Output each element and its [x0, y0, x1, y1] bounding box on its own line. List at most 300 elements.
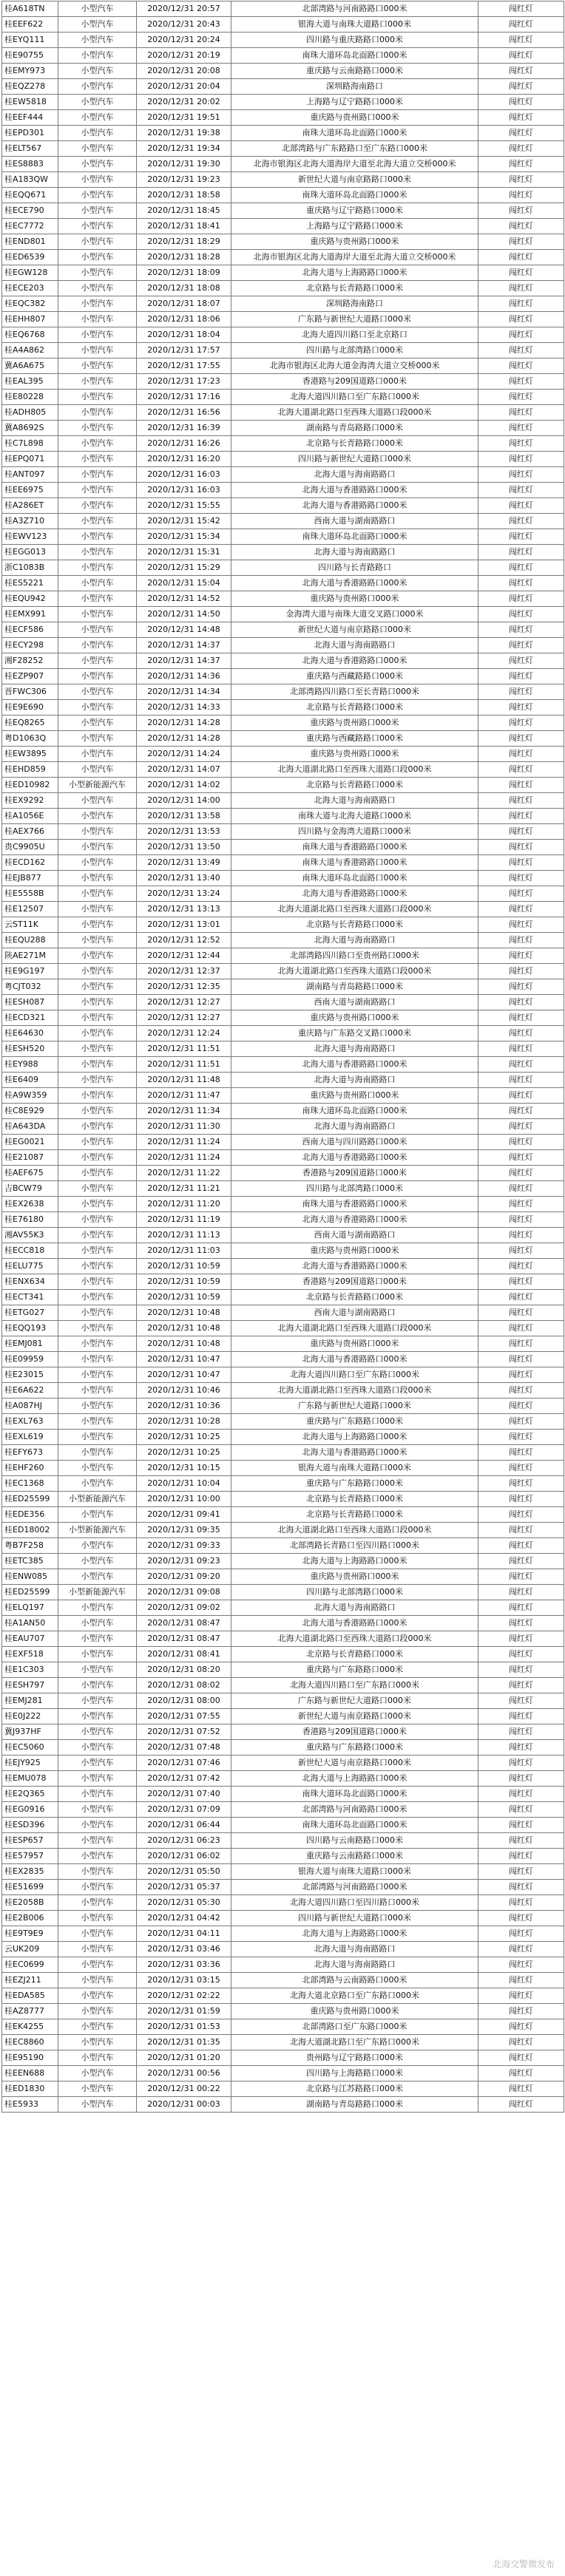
plate-number-cell: 桂E0J222	[2, 1709, 58, 1724]
location-cell: 北海大道湖北路口至西珠大道路口段000米	[231, 902, 478, 917]
violation-cell: 闯红灯	[478, 1104, 564, 1119]
violation-cell: 闯红灯	[478, 716, 564, 731]
location-cell: 重庆路与贵州路口000米	[231, 1088, 478, 1104]
datetime-cell: 2020/12/31 17:55	[137, 358, 231, 374]
location-cell: 北海大道与海南路路口	[231, 1942, 478, 1957]
vehicle-type-cell: 小型汽车	[58, 1740, 137, 1756]
violation-cell: 闯红灯	[478, 607, 564, 622]
datetime-cell: 2020/12/31 00:56	[137, 2066, 231, 2081]
datetime-cell: 2020/12/31 00:03	[137, 2097, 231, 2113]
location-cell: 南珠大道环岛北面路口000米	[231, 529, 478, 545]
vehicle-type-cell: 小型汽车	[58, 793, 137, 809]
plate-number-cell: 桂EGW128	[2, 265, 58, 281]
datetime-cell: 2020/12/31 08:02	[137, 1678, 231, 1693]
plate-number-cell: 桂EEF444	[2, 110, 58, 126]
violation-cell: 闯红灯	[478, 17, 564, 33]
plate-number-cell: 桂ENX634	[2, 1274, 58, 1290]
vehicle-type-cell: 小型汽车	[58, 48, 137, 64]
location-cell: 香港路与209国道路口000米	[231, 1274, 478, 1290]
location-cell: 银海大道与南珠大道路口000米	[231, 1461, 478, 1476]
table-row	[2, 1802, 564, 1818]
table-row	[2, 809, 564, 824]
vehicle-type-cell: 小型汽车	[58, 296, 137, 312]
plate-number-cell: 桂EHH807	[2, 312, 58, 327]
table-row	[2, 358, 564, 374]
plate-number-cell: 晋FWC306	[2, 684, 58, 700]
plate-number-cell: 桂ECE203	[2, 281, 58, 296]
location-cell: 北海大道与香港路路口000米	[231, 653, 478, 669]
vehicle-type-cell: 小型汽车	[58, 1243, 137, 1259]
vehicle-type-cell: 小型汽车	[58, 265, 137, 281]
table-row	[2, 1864, 564, 1880]
datetime-cell: 2020/12/31 20:08	[137, 64, 231, 79]
vehicle-type-cell: 小型汽车	[58, 203, 137, 219]
table-row	[2, 948, 564, 964]
violation-cell: 闯红灯	[478, 1756, 564, 1771]
location-cell: 西南大道与湖南路路口	[231, 1228, 478, 1243]
datetime-cell: 2020/12/31 09:02	[137, 1600, 231, 1616]
plate-number-cell: 桂ECD321	[2, 1010, 58, 1026]
location-cell: 湖南路与青岛路路口000米	[231, 421, 478, 436]
table-row	[2, 1709, 564, 1724]
datetime-cell: 2020/12/31 09:35	[137, 1523, 231, 1538]
table-row	[2, 1693, 564, 1709]
table-row	[2, 1430, 564, 1445]
violation-cell: 闯红灯	[478, 653, 564, 669]
location-cell: 北海大道与海南路路口	[231, 1119, 478, 1135]
vehicle-type-cell: 小型汽车	[58, 390, 137, 405]
violation-cell: 闯红灯	[478, 762, 564, 778]
datetime-cell: 2020/12/31 13:53	[137, 824, 231, 840]
table-row	[2, 1321, 564, 1336]
location-cell: 北海大道与海南路路口	[231, 1957, 478, 1973]
location-cell: 南珠大道环岛北面路口000米	[231, 1787, 478, 1802]
vehicle-type-cell: 小型汽车	[58, 669, 137, 684]
violation-cell: 闯红灯	[478, 1, 564, 17]
location-cell: 西南大道与湖南路路口	[231, 514, 478, 529]
violation-cell: 闯红灯	[478, 1864, 564, 1880]
datetime-cell: 2020/12/31 10:36	[137, 1399, 231, 1414]
vehicle-type-cell: 小型汽车	[58, 1895, 137, 1911]
datetime-cell: 2020/12/31 20:24	[137, 33, 231, 48]
datetime-cell: 2020/12/31 07:46	[137, 1756, 231, 1771]
table-row	[2, 700, 564, 716]
datetime-cell: 2020/12/31 15:55	[137, 498, 231, 514]
vehicle-type-cell: 小型汽车	[58, 855, 137, 871]
plate-number-cell: 桂EC7772	[2, 219, 58, 234]
violation-cell: 闯红灯	[478, 1988, 564, 2004]
violation-cell: 闯红灯	[478, 1445, 564, 1461]
location-cell: 湖南路与青岛路路口000米	[231, 979, 478, 995]
violation-cell: 闯红灯	[478, 1166, 564, 1181]
datetime-cell: 2020/12/31 08:47	[137, 1616, 231, 1631]
vehicle-type-cell: 小型汽车	[58, 1818, 137, 1833]
vehicle-type-cell: 小型汽车	[58, 824, 137, 840]
plate-number-cell: 桂EHD859	[2, 762, 58, 778]
vehicle-type-cell: 小型汽车	[58, 1756, 137, 1771]
location-cell: 北海市银海区北海大道金海湾大道立交桥000米	[231, 358, 478, 374]
plate-number-cell: 桂ESH520	[2, 1041, 58, 1057]
plate-number-cell: 桂A183QW	[2, 172, 58, 188]
plate-number-cell: 桂EX2638	[2, 1197, 58, 1212]
table-row	[2, 514, 564, 529]
violation-cell: 闯红灯	[478, 669, 564, 684]
violation-cell: 闯红灯	[478, 778, 564, 793]
plate-number-cell: 桂ESD396	[2, 1818, 58, 1833]
vehicle-type-cell: 小型汽车	[58, 902, 137, 917]
table-row	[2, 1243, 564, 1259]
datetime-cell: 2020/12/31 10:59	[137, 1290, 231, 1305]
location-cell: 四川路与金海湾大道路口000米	[231, 824, 478, 840]
location-cell: 金海湾大道与南珠大道交叉路口000米	[231, 607, 478, 622]
vehicle-type-cell: 小型汽车	[58, 2019, 137, 2035]
table-row	[2, 2035, 564, 2050]
vehicle-type-cell: 小型汽车	[58, 1911, 137, 1926]
datetime-cell: 2020/12/31 19:38	[137, 126, 231, 141]
violation-cell: 闯红灯	[478, 545, 564, 560]
table-row	[2, 824, 564, 840]
location-cell: 北海大道与香港路路口000米	[231, 1150, 478, 1166]
plate-number-cell: 桂ECD162	[2, 855, 58, 871]
vehicle-type-cell: 小型汽车	[58, 995, 137, 1010]
vehicle-type-cell: 小型汽车	[58, 483, 137, 498]
location-cell: 重庆路与贵州路口000米	[231, 1336, 478, 1352]
vehicle-type-cell: 小型汽车	[58, 1880, 137, 1895]
plate-number-cell: 桂ELU775	[2, 1259, 58, 1274]
violation-cell: 闯红灯	[478, 390, 564, 405]
location-cell: 西南大道与湖南路路口	[231, 1305, 478, 1321]
plate-number-cell: 桂EZJ211	[2, 1973, 58, 1988]
vehicle-type-cell: 小型汽车	[58, 2004, 137, 2019]
plate-number-cell: 桂ED25599	[2, 1492, 58, 1507]
vehicle-type-cell: 小型汽车	[58, 250, 137, 265]
datetime-cell: 2020/12/31 18:08	[137, 281, 231, 296]
datetime-cell: 2020/12/31 11:21	[137, 1181, 231, 1197]
table-row	[2, 1973, 564, 1988]
plate-number-cell: 桂E6409	[2, 1073, 58, 1088]
violation-cell: 闯红灯	[478, 1026, 564, 1041]
violation-cell: 闯红灯	[478, 1740, 564, 1756]
datetime-cell: 2020/12/31 11:13	[137, 1228, 231, 1243]
datetime-cell: 2020/12/31 13:24	[137, 886, 231, 902]
table-row	[2, 234, 564, 250]
location-cell: 西南大道与四川路路口000米	[231, 1135, 478, 1150]
violation-cell: 闯红灯	[478, 296, 564, 312]
table-row	[2, 1678, 564, 1693]
datetime-cell: 2020/12/31 09:33	[137, 1538, 231, 1554]
plate-number-cell: 桂EQZ278	[2, 79, 58, 95]
violation-cell: 闯红灯	[478, 638, 564, 653]
datetime-cell: 2020/12/31 18:58	[137, 188, 231, 203]
location-cell: 银海大道与南珠大道路口000米	[231, 1864, 478, 1880]
plate-number-cell: 桂EE6975	[2, 483, 58, 498]
location-cell: 重庆路与广东路路口000米	[231, 1662, 478, 1678]
vehicle-type-cell: 小型汽车	[58, 1647, 137, 1662]
plate-number-cell: 桂E2B006	[2, 1911, 58, 1926]
datetime-cell: 2020/12/31 06:23	[137, 1833, 231, 1849]
table-row	[2, 33, 564, 48]
table-row	[2, 1010, 564, 1026]
plate-number-cell: 桂EK4255	[2, 2019, 58, 2035]
vehicle-type-cell: 小型汽车	[58, 1802, 137, 1818]
violation-cell: 闯红灯	[478, 1554, 564, 1569]
violation-cell: 闯红灯	[478, 886, 564, 902]
vehicle-type-cell: 小型汽车	[58, 1414, 137, 1430]
table-row	[2, 312, 564, 327]
datetime-cell: 2020/12/31 12:27	[137, 995, 231, 1010]
datetime-cell: 2020/12/31 04:42	[137, 1911, 231, 1926]
plate-number-cell: 桂EQC382	[2, 296, 58, 312]
table-row	[2, 219, 564, 234]
table-row	[2, 1942, 564, 1957]
location-cell: 南珠大道与香港路路口000米	[231, 1197, 478, 1212]
table-row	[2, 1290, 564, 1305]
violation-cell: 闯红灯	[478, 467, 564, 483]
table-row	[2, 731, 564, 747]
location-cell: 北海大道湖北路口至广东路口000米	[231, 2035, 478, 2050]
location-cell: 北京路与长青路路口000米	[231, 1290, 478, 1305]
table-row	[2, 1849, 564, 1864]
datetime-cell: 2020/12/31 10:04	[137, 1476, 231, 1492]
violation-cell: 闯红灯	[478, 1662, 564, 1678]
plate-number-cell: 桂A4A862	[2, 343, 58, 358]
plate-number-cell: 桂E5558B	[2, 886, 58, 902]
datetime-cell: 2020/12/31 18:41	[137, 219, 231, 234]
vehicle-type-cell: 小型汽车	[58, 964, 137, 979]
plate-number-cell: 桂E9T9E9	[2, 1926, 58, 1942]
location-cell: 北京路与江苏路路口000米	[231, 2081, 478, 2097]
plate-number-cell: 桂E12507	[2, 902, 58, 917]
datetime-cell: 2020/12/31 10:48	[137, 1321, 231, 1336]
vehicle-type-cell: 小型汽车	[58, 1662, 137, 1678]
datetime-cell: 2020/12/31 12:24	[137, 1026, 231, 1041]
violation-cell: 闯红灯	[478, 1041, 564, 1057]
vehicle-type-cell: 小型汽车	[58, 1212, 137, 1228]
datetime-cell: 2020/12/31 13:01	[137, 917, 231, 933]
table-row	[2, 1662, 564, 1678]
plate-number-cell: 桂E2Q365	[2, 1787, 58, 1802]
location-cell: 上海路与辽宁路路口000米	[231, 219, 478, 234]
vehicle-type-cell: 小型新能源汽车	[58, 1523, 137, 1538]
vehicle-type-cell: 小型汽车	[58, 1678, 137, 1693]
plate-number-cell: 桂EX9292	[2, 793, 58, 809]
plate-number-cell: 冀A8692S	[2, 421, 58, 436]
datetime-cell: 2020/12/31 10:28	[137, 1414, 231, 1430]
datetime-cell: 2020/12/31 10:25	[137, 1445, 231, 1461]
vehicle-type-cell: 小型汽车	[58, 33, 137, 48]
vehicle-type-cell: 小型汽车	[58, 1942, 137, 1957]
vehicle-type-cell: 小型汽车	[58, 234, 137, 250]
datetime-cell: 2020/12/31 10:00	[137, 1492, 231, 1507]
vehicle-type-cell: 小型汽车	[58, 421, 137, 436]
datetime-cell: 2020/12/31 14:28	[137, 716, 231, 731]
location-cell: 四川路与北部湾路口000米	[231, 1181, 478, 1197]
datetime-cell: 2020/12/31 20:02	[137, 95, 231, 110]
violation-cell: 闯红灯	[478, 1010, 564, 1026]
datetime-cell: 2020/12/31 10:46	[137, 1383, 231, 1399]
violation-cell: 闯红灯	[478, 2050, 564, 2066]
location-cell: 南珠大道环岛北面路口000米	[231, 188, 478, 203]
violation-cell: 闯红灯	[478, 731, 564, 747]
location-cell: 北海大道湖北路口至西珠大道路口段000米	[231, 1383, 478, 1399]
vehicle-type-cell: 小型汽车	[58, 79, 137, 95]
location-cell: 深圳路海南路口	[231, 79, 478, 95]
location-cell: 北海大道四川路口至广东路口000米	[231, 1678, 478, 1693]
violation-cell: 闯红灯	[478, 560, 564, 576]
plate-number-cell: 桂ED18002	[2, 1523, 58, 1538]
datetime-cell: 2020/12/31 08:00	[137, 1693, 231, 1709]
vehicle-type-cell: 小型汽车	[58, 1926, 137, 1942]
datetime-cell: 2020/12/31 16:20	[137, 452, 231, 467]
plate-number-cell: 桂ED25599	[2, 1585, 58, 1600]
violation-cell: 闯红灯	[478, 995, 564, 1010]
table-row	[2, 1926, 564, 1942]
datetime-cell: 2020/12/31 01:20	[137, 2050, 231, 2066]
plate-number-cell: 桂ELQ197	[2, 1600, 58, 1616]
location-cell: 北海大道湖北路口至西珠大道路口段000米	[231, 1631, 478, 1647]
plate-number-cell: 桂ED10982	[2, 778, 58, 793]
table-row	[2, 64, 564, 79]
violation-cell: 闯红灯	[478, 1305, 564, 1321]
datetime-cell: 2020/12/31 09:08	[137, 1585, 231, 1600]
violation-cell: 闯红灯	[478, 1321, 564, 1336]
location-cell: 重庆路与云南路路口000米	[231, 64, 478, 79]
table-row	[2, 2081, 564, 2097]
table-row	[2, 1336, 564, 1352]
table-row	[2, 436, 564, 452]
table-row	[2, 560, 564, 576]
datetime-cell: 2020/12/31 18:07	[137, 296, 231, 312]
plate-number-cell: 桂E80228	[2, 390, 58, 405]
table-row	[2, 684, 564, 700]
datetime-cell: 2020/12/31 07:42	[137, 1771, 231, 1787]
location-cell: 重庆路与广东路路口000米	[231, 1414, 478, 1430]
location-cell: 四川路与长青路路口	[231, 560, 478, 576]
plate-number-cell: 桂ENW085	[2, 1569, 58, 1585]
datetime-cell: 2020/12/31 17:57	[137, 343, 231, 358]
violation-cell: 闯红灯	[478, 2081, 564, 2097]
vehicle-type-cell: 小型汽车	[58, 281, 137, 296]
violation-cell: 闯红灯	[478, 933, 564, 948]
location-cell: 北海大道湖北路口至西珠大道路口段000米	[231, 405, 478, 421]
location-cell: 新世纪大道与南京路路口000米	[231, 172, 478, 188]
table-row	[2, 1197, 564, 1212]
plate-number-cell: 桂E2058B	[2, 1895, 58, 1911]
plate-number-cell: 桂ETC385	[2, 1554, 58, 1569]
violation-cell: 闯红灯	[478, 1274, 564, 1290]
location-cell: 北海大道与香港路路口000米	[231, 1259, 478, 1274]
plate-number-cell: 桂EMJ081	[2, 1336, 58, 1352]
table-row	[2, 917, 564, 933]
plate-number-cell: 桂EMY973	[2, 64, 58, 79]
vehicle-type-cell: 小型汽车	[58, 1010, 137, 1026]
table-row	[2, 1600, 564, 1616]
vehicle-type-cell: 小型汽车	[58, 1538, 137, 1554]
location-cell: 重庆路与贵州路口000米	[231, 2004, 478, 2019]
vehicle-type-cell: 小型汽车	[58, 110, 137, 126]
vehicle-type-cell: 小型汽车	[58, 886, 137, 902]
vehicle-type-cell: 小型汽车	[58, 1041, 137, 1057]
plate-number-cell: 粤CJT032	[2, 979, 58, 995]
table-row	[2, 172, 564, 188]
datetime-cell: 2020/12/31 11:24	[137, 1150, 231, 1166]
vehicle-type-cell: 小型汽车	[58, 1957, 137, 1973]
table-row	[2, 576, 564, 591]
vehicle-type-cell: 小型汽车	[58, 809, 137, 824]
plate-number-cell: 桂ECY298	[2, 638, 58, 653]
datetime-cell: 2020/12/31 11:24	[137, 1135, 231, 1150]
location-cell: 北京路与长青路路口000米	[231, 436, 478, 452]
violation-cell: 闯红灯	[478, 203, 564, 219]
vehicle-type-cell: 小型汽车	[58, 157, 137, 172]
plate-number-cell: 桂END801	[2, 234, 58, 250]
plate-number-cell: 桂EXL763	[2, 1414, 58, 1430]
datetime-cell: 2020/12/31 11:34	[137, 1104, 231, 1119]
table-row	[2, 1507, 564, 1523]
location-cell: 四川路与北部湾路口000米	[231, 343, 478, 358]
vehicle-type-cell: 小型汽车	[58, 1166, 137, 1181]
violation-cell: 闯红灯	[478, 1057, 564, 1073]
plate-number-cell: 桂A3Z710	[2, 514, 58, 529]
location-cell: 重庆路与广东路交叉路口000米	[231, 1026, 478, 1041]
location-cell: 南珠大道环岛北面路口000米	[231, 871, 478, 886]
plate-number-cell: 桂E9G197	[2, 964, 58, 979]
location-cell: 重庆路与贵州路口000米	[231, 1010, 478, 1026]
datetime-cell: 2020/12/31 06:44	[137, 1818, 231, 1833]
datetime-cell: 2020/12/31 10:59	[137, 1274, 231, 1290]
table-row	[2, 203, 564, 219]
vehicle-type-cell: 小型汽车	[58, 126, 137, 141]
plate-number-cell: 桂EG0021	[2, 1135, 58, 1150]
plate-number-cell: 桂EPD301	[2, 126, 58, 141]
datetime-cell: 2020/12/31 14:28	[137, 731, 231, 747]
location-cell: 北京路与长青路路口000米	[231, 778, 478, 793]
violation-cell: 闯红灯	[478, 917, 564, 933]
table-row	[2, 1228, 564, 1243]
vehicle-type-cell: 小型汽车	[58, 700, 137, 716]
vehicle-type-cell: 小型汽车	[58, 1057, 137, 1073]
table-row	[2, 2004, 564, 2019]
violation-cell: 闯红灯	[478, 2035, 564, 2050]
datetime-cell: 2020/12/31 15:42	[137, 514, 231, 529]
plate-number-cell: 桂EWV123	[2, 529, 58, 545]
vehicle-type-cell: 小型汽车	[58, 1476, 137, 1492]
table-row	[2, 1399, 564, 1414]
table-row	[2, 1414, 564, 1430]
vehicle-type-cell: 小型汽车	[58, 1383, 137, 1399]
plate-number-cell: 桂AZ8777	[2, 2004, 58, 2019]
datetime-cell: 2020/12/31 15:34	[137, 529, 231, 545]
datetime-cell: 2020/12/31 11:19	[137, 1212, 231, 1228]
location-cell: 北海大道与上海路路口000米	[231, 1926, 478, 1942]
table-row	[2, 902, 564, 917]
datetime-cell: 2020/12/31 14:37	[137, 638, 231, 653]
violation-table	[1, 1, 564, 2113]
vehicle-type-cell: 小型汽车	[58, 871, 137, 886]
location-cell: 北海大道与香港路路口000米	[231, 1445, 478, 1461]
plate-number-cell: 桂EC0699	[2, 1957, 58, 1973]
violation-cell: 闯红灯	[478, 265, 564, 281]
plate-number-cell: 桂EPQ071	[2, 452, 58, 467]
violation-cell: 闯红灯	[478, 2066, 564, 2081]
plate-number-cell: 桂ED1830	[2, 2081, 58, 2097]
plate-number-cell: 贵C9905U	[2, 840, 58, 855]
vehicle-type-cell: 小型汽车	[58, 762, 137, 778]
vehicle-type-cell: 小型汽车	[58, 560, 137, 576]
location-cell: 北海大道与上海路路口000米	[231, 265, 478, 281]
vehicle-type-cell: 小型汽车	[58, 64, 137, 79]
table-row	[2, 1616, 564, 1631]
